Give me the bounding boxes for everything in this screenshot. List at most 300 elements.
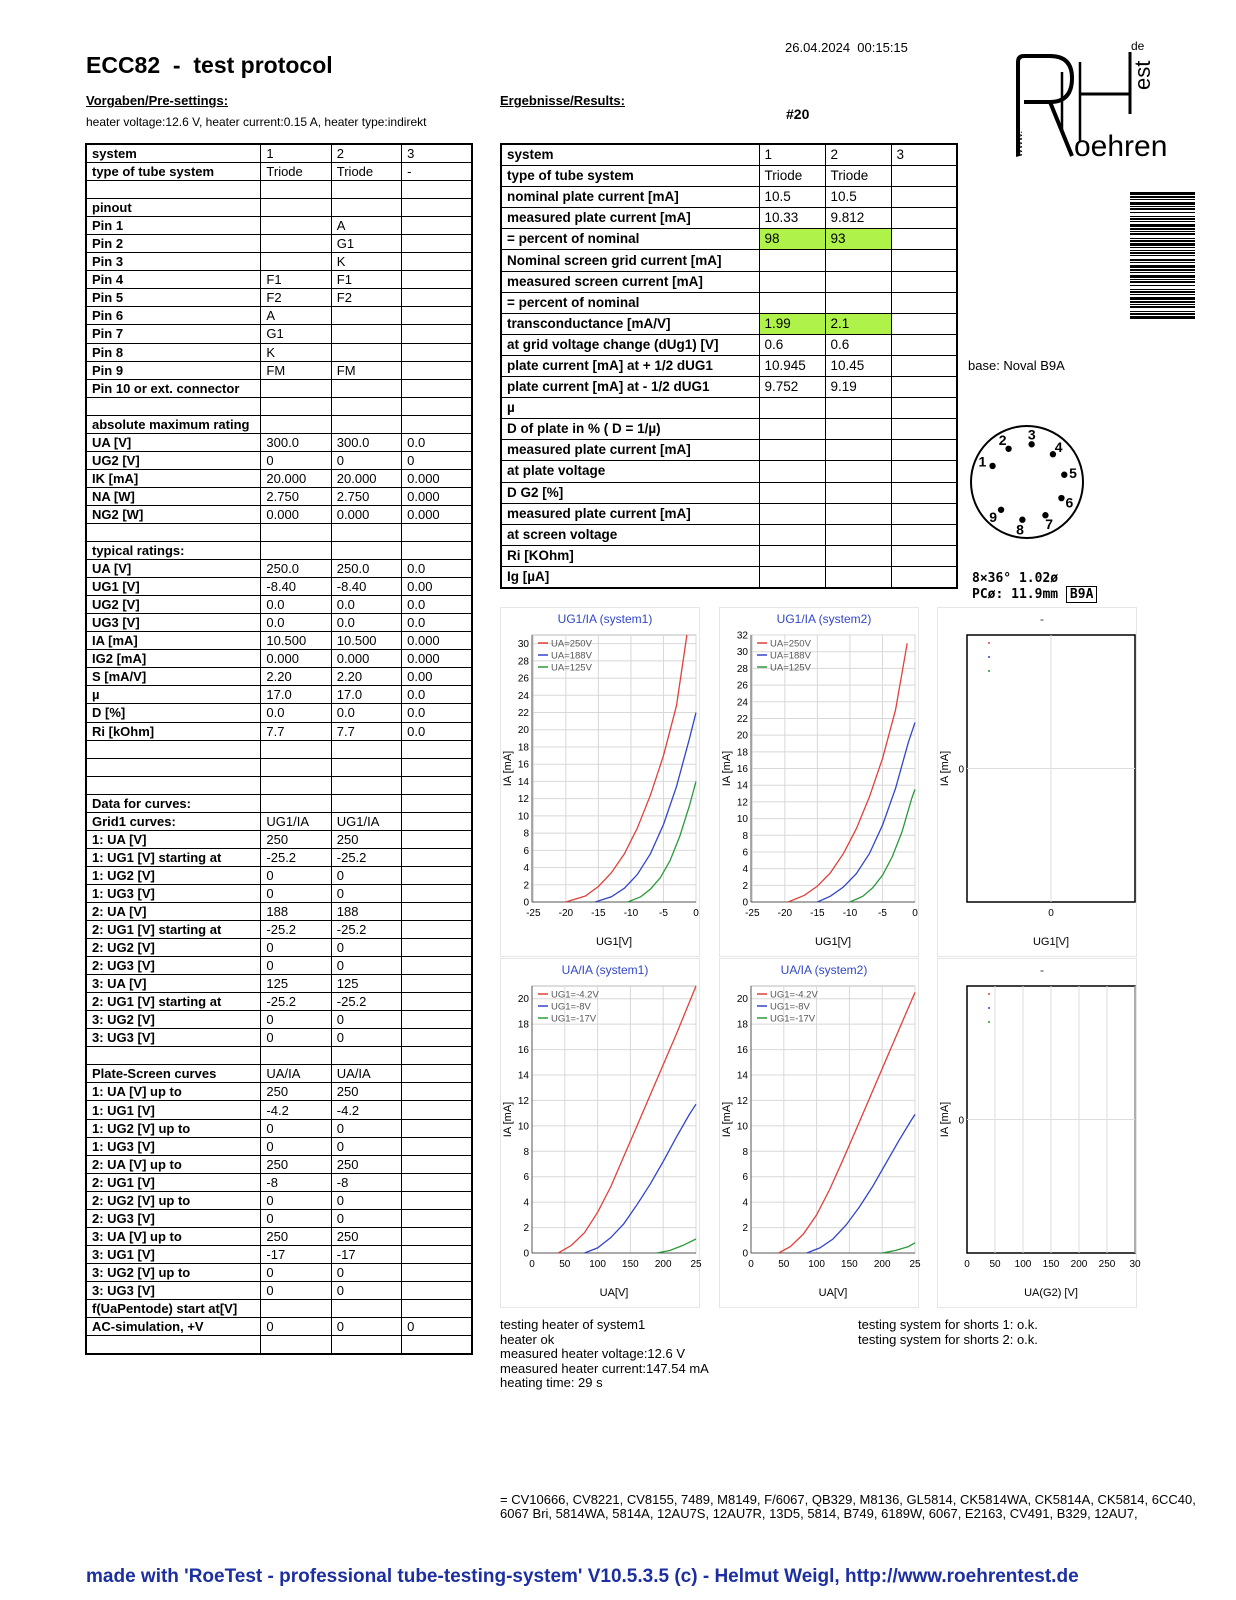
left-cell: 188 <box>261 902 331 920</box>
left-cell: NG2 [W] <box>86 505 261 523</box>
left-cell: 1: UA [V] <box>86 830 261 848</box>
barcode-bar <box>1130 301 1195 303</box>
left-cell <box>261 1336 331 1355</box>
x-tick-label: -25 <box>745 908 760 919</box>
y-tick-label: 24 <box>736 697 748 709</box>
left-cell <box>261 415 331 433</box>
right-cell: µ <box>501 398 759 419</box>
left-cell: 3: UG2 [V] <box>86 1011 261 1029</box>
left-cell: Pin 7 <box>86 325 261 343</box>
barcode-bar <box>1130 252 1195 254</box>
right-cell <box>891 461 957 482</box>
right-cell <box>759 545 825 566</box>
left-row <box>86 1227 472 1245</box>
right-cell <box>759 292 825 313</box>
right-cell <box>825 398 891 419</box>
left-cell: 188 <box>331 902 401 920</box>
left-row <box>86 794 472 812</box>
left-row <box>86 560 472 578</box>
left-cell: Pin 2 <box>86 235 261 253</box>
left-cell: 0 <box>261 1209 331 1227</box>
right-cell: system <box>501 144 759 166</box>
left-cell <box>331 794 401 812</box>
left-cell: 0.0 <box>402 614 472 632</box>
left-row <box>86 1101 472 1119</box>
left-row <box>86 596 472 614</box>
right-cell: Ri [KOhm] <box>501 545 759 566</box>
right-cell <box>891 292 957 313</box>
left-cell <box>261 1300 331 1318</box>
left-cell <box>261 199 331 217</box>
left-row <box>86 271 472 289</box>
left-cell: 0.0 <box>402 560 472 578</box>
barcode-bar <box>1130 291 1195 293</box>
barcode-bar <box>1130 240 1195 242</box>
right-cell: = percent of nominal <box>501 292 759 313</box>
left-cell <box>402 361 472 379</box>
left-cell: FM <box>261 361 331 379</box>
left-cell: Grid1 curves: <box>86 812 261 830</box>
left-cell: 0.0 <box>331 704 401 722</box>
left-cell: 2: UA [V] up to <box>86 1155 261 1173</box>
x-tick-label: 150 <box>1042 1259 1060 1270</box>
y-tick-label: 0 <box>742 897 748 909</box>
svg-text:oehren: oehren <box>1074 130 1168 163</box>
left-cell: 1: UG2 [V] up to <box>86 1119 261 1137</box>
left-cell <box>261 542 331 560</box>
left-cell: -25.2 <box>331 993 401 1011</box>
left-cell <box>402 1155 472 1173</box>
left-cell: 0 <box>261 939 331 957</box>
left-cell <box>402 235 472 253</box>
y-axis-label: IA [mA] <box>502 1101 514 1138</box>
x-tick-label: 50 <box>989 1259 1001 1270</box>
y-tick-label: 8 <box>523 1146 529 1158</box>
x-tick-label: 0 <box>1048 908 1054 919</box>
left-cell: 0 <box>331 1119 401 1137</box>
plot-area <box>532 986 696 1253</box>
socket-pin-label: 3 <box>1027 426 1036 443</box>
left-cell: G1 <box>331 235 401 253</box>
x-tick-label: 150 <box>622 1259 639 1270</box>
left-cell: 3: UG1 [V] <box>86 1245 261 1263</box>
barcode-bar <box>1130 265 1195 268</box>
y-tick-label: 4 <box>742 864 748 876</box>
right-cell: 2.1 <box>825 313 891 334</box>
left-row <box>86 181 472 199</box>
left-cell: 0 <box>331 1318 401 1336</box>
right-row <box>501 271 957 292</box>
left-cell <box>331 1047 401 1065</box>
barcode-bar <box>1130 272 1195 273</box>
x-axis-label: UA[V] <box>599 1287 629 1299</box>
legend-label: UA=125V <box>770 662 811 674</box>
left-cell: 2: UG1 [V] starting at <box>86 993 261 1011</box>
left-cell: 250 <box>261 830 331 848</box>
left-row <box>86 902 472 920</box>
left-cell: UG1/IA <box>261 812 331 830</box>
socket-pin <box>998 507 1004 513</box>
right-cell <box>891 250 957 271</box>
right-cell: measured plate current [mA] <box>501 440 759 461</box>
y-tick-label: 20 <box>517 725 529 737</box>
noval-socket-diagram <box>970 420 1130 575</box>
y-tick-label: 20 <box>736 730 748 742</box>
barcode-bar <box>1130 199 1195 200</box>
roehrentest-logo <box>1010 32 1175 162</box>
left-cell <box>402 921 472 939</box>
left-cell <box>402 812 472 830</box>
y-tick-label: 22 <box>736 713 748 725</box>
left-row <box>86 1191 472 1209</box>
right-cell <box>759 566 825 588</box>
left-cell: A <box>331 217 401 235</box>
right-cell <box>825 524 891 545</box>
y-tick-label: 14 <box>517 776 529 788</box>
left-cell: 0 <box>331 1011 401 1029</box>
left-cell: 125 <box>331 975 401 993</box>
left-row <box>86 343 472 361</box>
right-cell <box>891 482 957 503</box>
y-tick-label: 32 <box>736 630 748 642</box>
left-cell: 0.000 <box>331 505 401 523</box>
left-cell <box>402 993 472 1011</box>
socket-pin-label: 7 <box>1045 515 1054 532</box>
y-tick-label: 8 <box>742 830 748 842</box>
pre-settings-line: heater voltage:12.6 V, heater current:0.15 A, heater type:indirekt <box>86 115 427 129</box>
barcode-bar <box>1130 294 1195 295</box>
x-tick-label: -10 <box>623 908 639 919</box>
legend-label: UG1=-4.2V <box>551 989 599 1001</box>
right-cell: Triode <box>759 166 825 187</box>
left-cell: 0 <box>261 1191 331 1209</box>
left-cell <box>331 523 401 541</box>
right-row <box>501 355 957 376</box>
left-cell: 0 <box>402 1318 472 1336</box>
left-cell <box>402 776 472 794</box>
left-cell: F2 <box>261 289 331 307</box>
left-cell <box>402 1227 472 1245</box>
left-cell: -8 <box>261 1173 331 1191</box>
x-axis-label: UG1[V] <box>1032 936 1070 948</box>
left-cell: 0.000 <box>402 632 472 650</box>
left-cell: 0.0 <box>261 596 331 614</box>
left-cell <box>402 884 472 902</box>
right-cell <box>825 461 891 482</box>
legend-label: UA=250V <box>770 638 811 650</box>
socket-pin-label: 6 <box>1065 494 1074 511</box>
left-cell: IA [mA] <box>86 632 261 650</box>
left-cell: -8 <box>331 1173 401 1191</box>
heater-line: heating time: 29 s <box>500 1375 603 1390</box>
left-cell <box>86 1336 261 1355</box>
left-cell: F1 <box>331 271 401 289</box>
x-tick-label: 0 <box>529 1259 535 1270</box>
left-row <box>86 884 472 902</box>
socket-note-line2: PCø: 11.9mm <box>972 587 1066 602</box>
left-row <box>86 163 472 181</box>
legend-label: UG1=-17V <box>770 1013 816 1025</box>
right-cell <box>759 271 825 292</box>
left-cell <box>402 1119 472 1137</box>
results-heading: Ergebnisse/Results: <box>500 93 625 108</box>
right-cell: 9.812 <box>825 208 891 229</box>
barcode-bar <box>1130 206 1195 207</box>
left-cell <box>261 1047 331 1065</box>
left-row <box>86 1173 472 1191</box>
footer-credit: made with 'RoeTest - professional tube-testing-system' V10.5.3.5 (c) - Helmut Weigl, http://www.roehrentest.de <box>86 1566 1079 1587</box>
left-cell: 0.00 <box>402 578 472 596</box>
left-cell: 7.7 <box>261 722 331 740</box>
right-cell <box>891 398 957 419</box>
shorts-line: testing system for shorts 2: o.k. <box>858 1331 1038 1347</box>
left-cell <box>402 397 472 415</box>
left-cell: Pin 10 or ext. connector <box>86 379 261 397</box>
left-cell <box>331 542 401 560</box>
right-cell: Ig [µA] <box>501 566 759 588</box>
y-axis-label: IA [mA] <box>721 1101 733 1138</box>
left-cell: 250 <box>331 830 401 848</box>
right-row <box>501 250 957 271</box>
left-row <box>86 939 472 957</box>
left-row <box>86 993 472 1011</box>
left-cell: f(UaPentode) start at[V] <box>86 1300 261 1318</box>
barcode-bar <box>1130 306 1195 308</box>
left-cell: Triode <box>261 163 331 181</box>
left-cell: 0.0 <box>261 704 331 722</box>
x-tick-label: 0 <box>912 908 918 919</box>
right-cell: 10.5 <box>825 187 891 208</box>
left-cell <box>402 758 472 776</box>
barcode-bar <box>1130 231 1195 232</box>
left-cell: UA [V] <box>86 560 261 578</box>
left-cell: 3 <box>402 144 472 163</box>
left-cell: AC-simulation, +V <box>86 1318 261 1336</box>
y-tick-label: 14 <box>517 1070 529 1082</box>
left-cell: UG1/IA <box>331 812 401 830</box>
left-cell: 0.0 <box>402 722 472 740</box>
left-row <box>86 325 472 343</box>
right-cell <box>759 398 825 419</box>
left-row <box>86 469 472 487</box>
legend-label: UA=125V <box>551 662 592 674</box>
left-cell: 1: UG1 [V] <box>86 1101 261 1119</box>
svg-text:de: de <box>1131 39 1145 53</box>
left-cell <box>402 1137 472 1155</box>
left-cell <box>261 397 331 415</box>
y-tick-label: 8 <box>523 828 529 840</box>
barcode-bar <box>1130 243 1195 246</box>
left-cell: 2 <box>331 144 401 163</box>
barcode-bar <box>1130 285 1195 286</box>
right-cell: 9.19 <box>825 377 891 398</box>
y-tick-label: 4 <box>523 1197 529 1209</box>
right-cell <box>759 461 825 482</box>
chart-title: UG1/IA (system2) <box>776 612 872 626</box>
right-cell: at screen voltage <box>501 524 759 545</box>
left-cell: 300.0 <box>331 433 401 451</box>
left-cell: 250 <box>261 1083 331 1101</box>
left-cell <box>402 1191 472 1209</box>
barcode-bar <box>1130 304 1195 305</box>
left-row <box>86 650 472 668</box>
right-cell: 1.99 <box>759 313 825 334</box>
left-cell <box>261 776 331 794</box>
left-cell: 2: UG1 [V] starting at <box>86 921 261 939</box>
left-cell: -17 <box>261 1245 331 1263</box>
socket-note-line1: 8×36° 1.02ø <box>972 571 1059 586</box>
left-cell: -25.2 <box>331 848 401 866</box>
left-cell: 250.0 <box>261 560 331 578</box>
left-cell <box>402 1065 472 1083</box>
right-cell <box>891 229 957 250</box>
y-tick-label: 6 <box>742 847 748 859</box>
left-cell: 0 <box>261 1318 331 1336</box>
left-cell <box>402 181 472 199</box>
x-tick-label: 100 <box>808 1259 825 1270</box>
heater-info <box>500 1318 709 1391</box>
x-tick-label: 25 <box>690 1259 702 1270</box>
legend-dot <box>988 642 990 644</box>
left-cell: 0 <box>261 1029 331 1047</box>
left-cell: 0 <box>402 451 472 469</box>
left-cell <box>402 1083 472 1101</box>
left-row <box>86 1336 472 1355</box>
left-row <box>86 1155 472 1173</box>
left-cell: - <box>402 163 472 181</box>
y-tick-label: 6 <box>523 845 529 857</box>
chart-title: UG1/IA (system1) <box>557 612 653 626</box>
x-tick-label: 200 <box>1070 1259 1088 1270</box>
left-cell: 1: UG1 [V] starting at <box>86 848 261 866</box>
left-cell: UA/IA <box>261 1065 331 1083</box>
left-row <box>86 415 472 433</box>
left-row <box>86 433 472 451</box>
left-cell <box>402 939 472 957</box>
left-cell <box>402 307 472 325</box>
x-tick-label: -25 <box>526 908 541 919</box>
x-tick-label: 100 <box>1014 1259 1032 1270</box>
y-tick-label: 6 <box>523 1172 529 1184</box>
y-tick-label: 30 <box>517 639 529 651</box>
left-cell: 0.0 <box>402 704 472 722</box>
left-cell: 0.000 <box>402 505 472 523</box>
right-cell <box>891 377 957 398</box>
legend-label: UG1=-4.2V <box>770 989 818 1001</box>
left-cell: 0.000 <box>331 650 401 668</box>
left-cell: G1 <box>261 325 331 343</box>
left-cell: 2: UG2 [V] <box>86 939 261 957</box>
right-cell <box>891 271 957 292</box>
left-cell: 1: UG3 [V] <box>86 1137 261 1155</box>
right-row <box>501 398 957 419</box>
left-cell <box>331 397 401 415</box>
right-row <box>501 440 957 461</box>
plot-area <box>751 986 915 1253</box>
barcode-bar <box>1130 255 1195 256</box>
y-axis-label: IA [mA] <box>502 750 514 787</box>
left-cell: Pin 6 <box>86 307 261 325</box>
socket-pin-label: 8 <box>1016 521 1024 538</box>
left-cell: 2.750 <box>331 487 401 505</box>
y-tick-label: 4 <box>523 863 529 875</box>
left-cell <box>86 523 261 541</box>
left-cell <box>402 848 472 866</box>
left-cell: Pin 9 <box>86 361 261 379</box>
left-cell: 0 <box>331 1137 401 1155</box>
left-cell: 10.500 <box>331 632 401 650</box>
legend-label: UG1=-17V <box>551 1013 597 1025</box>
chart-title: - <box>1040 612 1044 626</box>
barcode-bar <box>1130 247 1195 248</box>
left-row <box>86 1065 472 1083</box>
right-cell <box>825 250 891 271</box>
left-cell: 2: UG3 [V] <box>86 1209 261 1227</box>
left-cell: 0.000 <box>402 469 472 487</box>
left-cell <box>331 776 401 794</box>
legend-label: UG1=-8V <box>551 1001 591 1013</box>
barcode-bar <box>1130 196 1195 198</box>
left-cell: 3: UG3 [V] <box>86 1281 261 1299</box>
test-number: #20 <box>786 106 810 122</box>
left-cell <box>402 957 472 975</box>
left-cell: 0 <box>331 884 401 902</box>
left-cell: 0 <box>261 1011 331 1029</box>
left-row <box>86 957 472 975</box>
left-cell: UA [V] <box>86 433 261 451</box>
left-cell: FM <box>331 361 401 379</box>
left-cell: Pin 8 <box>86 343 261 361</box>
right-cell <box>891 503 957 524</box>
heater-line: measured heater current:147.54 mA <box>500 1360 709 1376</box>
left-cell: 10.500 <box>261 632 331 650</box>
right-row <box>501 503 957 524</box>
right-cell: nominal plate current [mA] <box>501 187 759 208</box>
left-cell: 250.0 <box>331 560 401 578</box>
left-cell: 2: UG2 [V] up to <box>86 1191 261 1209</box>
right-cell: 93 <box>825 229 891 250</box>
y-tick-label: 0 <box>523 1248 529 1260</box>
y-tick-label: 6 <box>742 1172 748 1184</box>
left-cell <box>261 235 331 253</box>
left-cell: 0 <box>261 1281 331 1299</box>
barcode-bar <box>1130 208 1195 210</box>
right-row <box>501 229 957 250</box>
y-tick-label: 18 <box>517 1019 529 1031</box>
left-cell <box>86 1047 261 1065</box>
left-cell: 1: UG2 [V] <box>86 866 261 884</box>
left-row <box>86 668 472 686</box>
right-row <box>501 545 957 566</box>
left-row <box>86 1137 472 1155</box>
left-cell <box>331 379 401 397</box>
barcode-bar <box>1130 275 1195 278</box>
x-tick-label: 25 <box>909 1259 921 1270</box>
left-cell <box>402 1263 472 1281</box>
right-cell <box>759 440 825 461</box>
left-cell: UA/IA <box>331 1065 401 1083</box>
left-cell <box>402 415 472 433</box>
right-cell <box>891 419 957 440</box>
y-tick-label: 4 <box>742 1197 748 1209</box>
right-row <box>501 313 957 334</box>
left-cell: 250 <box>331 1083 401 1101</box>
left-cell: K <box>331 253 401 271</box>
right-cell: 10.33 <box>759 208 825 229</box>
x-tick-label: -10 <box>842 908 858 919</box>
socket-pin <box>1058 495 1064 501</box>
left-row <box>86 505 472 523</box>
